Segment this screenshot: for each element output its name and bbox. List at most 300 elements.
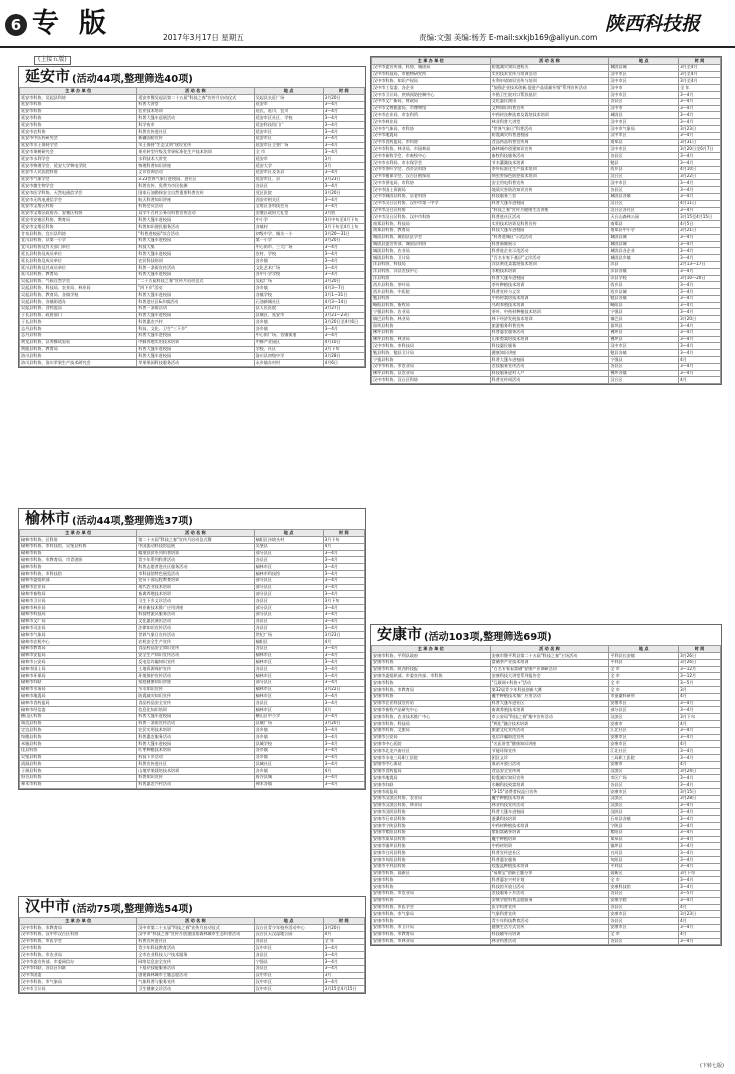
table-cell: 节水知识宣传	[137, 686, 254, 693]
table-cell: 岚皋县	[609, 836, 679, 843]
table-row	[372, 132, 721, 139]
table-cell: 农机安全生产宣传	[137, 639, 254, 646]
table-cell: 汉中市区	[609, 71, 679, 78]
table-cell: 4月	[323, 543, 364, 550]
table-cell: 安康市科协	[372, 659, 491, 666]
table-cell: 3—4月	[679, 153, 721, 160]
table-cell: 3—4月	[679, 775, 721, 782]
table-cell: 3月26日	[679, 653, 721, 660]
editor-credits: 责编:文强 美编:杨芳 E-mail:sxkjb169@aliyun.com	[419, 33, 598, 42]
table-cell: 4月6日	[323, 360, 364, 367]
table-cell: 3—4月	[323, 740, 364, 747]
table-cell: 气象科普与服务宣传	[137, 979, 254, 986]
table-cell: 城固县城	[609, 241, 679, 248]
table-cell: 初级中学、城关一小	[254, 230, 323, 237]
table-cell: 榆林市区	[254, 686, 323, 693]
table-row	[372, 727, 721, 734]
table-cell: 各乡镇	[254, 258, 323, 265]
table-cell: 佛坪县	[609, 329, 679, 336]
table-cell: 3—4月	[679, 234, 721, 241]
table-row	[372, 897, 721, 904]
table-cell: 佛坪县	[609, 336, 679, 343]
table-cell: 畜牧科技服务活动	[490, 153, 609, 160]
table-cell: 3月20日	[323, 925, 364, 932]
table-cell: 3月下旬	[679, 714, 721, 721]
table-row	[20, 298, 365, 305]
table-cell: 汉中市汉台区科协	[372, 207, 491, 214]
table-cell: 气象科普宣传	[490, 911, 609, 918]
table-cell: 西乡县	[609, 166, 679, 173]
table-cell: 科普大篷车进校园	[137, 353, 254, 360]
table-cell: 中药材栽培技术培训	[490, 295, 609, 302]
table-row	[20, 237, 365, 244]
table-cell: 府谷县城	[254, 774, 323, 781]
table-cell: 国家石油勘探安全自然重要科普宣传	[137, 190, 254, 197]
table-row	[372, 268, 721, 275]
table-cell: 科普大篷车进校园	[137, 312, 254, 319]
table-row	[372, 275, 721, 282]
table-cell: 南郑县科协、教育局	[372, 227, 491, 234]
table-cell: 3—4月	[323, 761, 364, 768]
table-cell: 3—4月	[679, 856, 721, 863]
table-cell: 各县区	[254, 598, 323, 605]
table-cell: 延安市科协	[20, 108, 137, 115]
table-row	[372, 336, 721, 343]
table-cell: 延安市科协	[20, 115, 137, 122]
table-row	[372, 734, 721, 741]
table-cell: 3月23日	[679, 125, 721, 132]
table-cell: 延安市宝塔区科协	[20, 203, 137, 210]
table-cell: 科普惠农兴村	[137, 319, 254, 326]
table-row	[20, 571, 365, 578]
table-cell: 3—4月	[679, 727, 721, 734]
table-cell: 3—4月	[323, 754, 364, 761]
table-cell: 食品药品科普宣传周	[490, 139, 609, 146]
table-cell: 3月23日	[679, 911, 721, 918]
table-cell: 汉中市区	[609, 91, 679, 98]
table-cell: 榆林市水务局	[20, 686, 137, 693]
table-cell: 3—4月	[679, 282, 721, 289]
table-cell: 3—4月	[679, 843, 721, 850]
table-row	[20, 332, 365, 339]
table-row	[20, 339, 365, 346]
table-cell: 3—4月	[679, 180, 721, 187]
table-row	[372, 795, 721, 802]
table-cell: 安康市	[609, 761, 679, 768]
table-cell: 各乡镇	[254, 319, 323, 326]
table-cell: 3—4月	[679, 707, 721, 714]
table-cell: 各县区	[609, 938, 679, 945]
table-cell: 汉中市科协、汉台区科协	[372, 377, 491, 384]
table-row	[372, 329, 721, 336]
table-cell: 农村、学校	[254, 251, 323, 258]
table-cell: 3月28日	[323, 353, 364, 360]
table-cell: 科普大篷车进校园	[137, 332, 254, 339]
table-cell: 延安市果树研究会	[20, 149, 137, 156]
table-cell: 3—4月	[323, 591, 364, 598]
table-cell: 各县区	[609, 890, 679, 897]
table-row	[20, 108, 365, 115]
table-cell: 黄陵县科协、教育局	[20, 346, 137, 353]
table-cell: 佛坪县科协	[372, 329, 491, 336]
table-cell: 部分县区	[254, 591, 323, 598]
table-cell: 3—4月	[323, 605, 364, 612]
table-row	[372, 241, 721, 248]
table-cell: 各县区	[254, 700, 323, 707]
table-cell: 科普大篷车进校园	[137, 251, 254, 258]
table-cell: 医学科普宣传	[490, 904, 609, 911]
table-cell: 安康市科协、市教育局	[372, 687, 491, 694]
table-cell: 科普大篷车进校园	[137, 217, 254, 224]
table-cell: 3月23日	[323, 176, 364, 183]
table-cell: 红枣种植技术培训	[137, 747, 254, 754]
table-cell: 3—4月	[323, 693, 364, 700]
table-cell: 全 市	[609, 877, 679, 884]
table-cell: 汉中市卫计局、疾病预防控制中心	[372, 91, 491, 98]
table-cell: 3—4月	[323, 169, 364, 176]
table-cell: 安康市畜牧产品研究中心	[372, 707, 491, 714]
table-cell: 3月至4月	[679, 78, 721, 85]
table-row	[20, 564, 365, 571]
table-cell: 土地资源保护宣传	[137, 666, 254, 673]
table-cell: 学校、社区	[254, 346, 323, 353]
table-cell: 4月	[679, 357, 721, 364]
table-cell: 实用技术宣传与培训活动	[490, 71, 609, 78]
table-cell: 安康市区	[609, 741, 679, 748]
table-cell: 宁陕县	[609, 822, 679, 829]
table-cell: 各乡镇	[254, 727, 323, 734]
table-row	[372, 91, 721, 98]
table-cell: 文化艺术广场	[254, 264, 323, 271]
table-cell: 科技下乡活动	[137, 754, 254, 761]
table-cell: 科技大篷车进校园	[490, 227, 609, 234]
table-cell: "四下乡"活动	[137, 285, 254, 292]
table-cell: 科普画廊展示	[490, 241, 609, 248]
table-cell: 第32届青少年科技创新大赛	[490, 687, 609, 694]
table-cell: 延安市气象学会	[20, 176, 137, 183]
table-row	[20, 931, 365, 938]
table-cell: 汉中市区	[254, 979, 323, 986]
table-cell: 4月	[323, 639, 364, 646]
table-cell: 世界气象日宣传活动	[137, 632, 254, 639]
table-cell: 3—4月	[323, 727, 364, 734]
table-cell: 延安市区	[254, 135, 323, 142]
table-cell: 科技大集	[137, 244, 254, 251]
table-header-row	[372, 58, 721, 65]
table-row	[20, 224, 365, 231]
table-cell: 吴起县长征广场	[254, 95, 323, 102]
table-row	[372, 809, 721, 816]
table-cell: 防震减灾知识宣传	[490, 775, 609, 782]
table-cell: "名医讲堂"健康知识讲座	[490, 741, 609, 748]
table-row	[20, 639, 365, 646]
table-cell: 汉中市区	[254, 972, 323, 979]
table-cell: 米脂县科协	[20, 740, 137, 747]
table-cell: 榆林市卫计局	[20, 598, 137, 605]
continued-to-note: (下转七版)	[700, 1063, 724, 1069]
table-cell: 天台山森林公园	[609, 214, 679, 221]
table-row	[20, 543, 365, 550]
table-row	[372, 918, 721, 925]
table-cell: 吴起县科协、各镇街道办	[20, 298, 137, 305]
table-cell: 电信诈骗防范宣传	[490, 734, 609, 741]
header-rule	[0, 46, 735, 48]
table-row	[372, 207, 721, 214]
table-cell: 榆林市司法局	[20, 625, 137, 632]
table-cell: 科普宣传进社区	[490, 850, 609, 857]
table-cell: 科普知识便民服务活动	[137, 224, 254, 231]
table-cell: 清涧县科协	[20, 761, 137, 768]
table-cell: 汉中市地震局	[372, 132, 491, 139]
table-cell: 3—4月	[323, 965, 364, 972]
table-row	[372, 680, 721, 687]
table-cell: 科普宣传、免费为市民检测	[137, 183, 254, 190]
column-header: 时 间	[323, 918, 364, 925]
table-row	[372, 911, 721, 918]
table-cell: 各县区	[609, 782, 679, 789]
column-header: 主 承 办 单 位	[20, 918, 137, 925]
table-row	[20, 774, 365, 781]
table-cell: 延安科技馆门广	[254, 122, 323, 129]
table-row	[20, 326, 365, 333]
table-cell: 科普大篷车巡展活动	[137, 115, 254, 122]
table-cell: 安康市区	[609, 734, 679, 741]
table-row	[372, 938, 721, 945]
table-cell: 3—4月	[679, 734, 721, 741]
table-cell: 3—4月	[323, 781, 364, 788]
table-cell: 安康市科协、市气象局	[372, 911, 491, 918]
table-cell: 3—5月	[679, 680, 721, 687]
table-cell: 党员干部远程教育培训	[137, 577, 254, 584]
table-cell: 4月	[679, 761, 721, 768]
table-row	[372, 71, 721, 78]
table-cell: 汉中市汉台区科协、汉中市第一中学	[372, 200, 491, 207]
table-row	[20, 584, 365, 591]
table-cell: 榆林市科协、市教育局、市青创协	[20, 557, 137, 564]
table-cell: 3—4月	[323, 332, 364, 339]
table-cell: 延安市区社区、学校	[254, 115, 323, 122]
table-cell: 汉台区	[609, 377, 679, 384]
table-cell: 宁强县	[609, 357, 679, 364]
table-row	[372, 289, 721, 296]
table-cell: "科普进城区"示范活动	[490, 234, 609, 241]
table-cell: 水土保持"生态文明"建设宣传	[137, 142, 254, 149]
table-row	[20, 666, 365, 673]
hanzhong-table	[19, 917, 365, 993]
table-row	[20, 761, 365, 768]
table-cell: 延安市无线电通信学会	[20, 197, 137, 204]
table-cell: 科普惠农服务	[490, 856, 609, 863]
table-cell: 神木市科协	[20, 781, 137, 788]
table-cell: 神木各镇	[254, 781, 323, 788]
table-cell: 家庭健康知识讲座	[137, 679, 254, 686]
table-cell: 汉中市区	[609, 78, 679, 85]
table-row	[20, 251, 365, 258]
table-cell: 3—4月	[679, 193, 721, 200]
table-cell: 汉中市区	[609, 132, 679, 139]
table-cell: 科普志愿者进社区服务活动	[137, 564, 254, 571]
table-cell: 榆林市妇联	[20, 679, 137, 686]
table-cell: 略阳县	[609, 302, 679, 309]
table-cell: 3月至4月	[679, 71, 721, 78]
table-cell: 安康市农业科技宣传站	[372, 700, 491, 707]
table-cell: 青少年科技教育活动	[490, 918, 609, 925]
table-cell: 科普进社区&乡镇活动	[137, 298, 254, 305]
table-cell: 3—4月	[323, 149, 364, 156]
table-cell: 3月23日	[323, 632, 364, 639]
table-cell: 4月11日	[679, 200, 721, 207]
table-cell: 汉中市卫计局	[20, 986, 137, 993]
table-cell: 安康市北龙兴南社区	[372, 748, 491, 755]
table-cell: 南郑县	[609, 221, 679, 228]
table-row	[20, 577, 365, 584]
table-row	[20, 258, 365, 265]
yanan-table	[19, 87, 365, 367]
ankang-table	[371, 645, 721, 945]
table-row	[20, 659, 365, 666]
table-cell: 科普宣传周活动	[490, 377, 609, 384]
table-cell: "易维宝"创新主题分享	[490, 870, 609, 877]
table-cell: 汉台区各社区	[609, 207, 679, 214]
table-cell: 安康市科协、平利县政府	[372, 653, 491, 660]
table-cell: 3—4月	[323, 679, 364, 686]
table-cell: 榆林市科协、市科技馆、吴堡县科协	[20, 543, 137, 550]
table-cell: 榆林市区	[254, 564, 323, 571]
table-row	[20, 727, 365, 734]
table-cell: 南郑县	[609, 139, 679, 146]
table-cell: 科普惠农服务活动	[137, 734, 254, 741]
table-cell: 科普进社区活动	[490, 214, 609, 221]
table-row	[372, 193, 721, 200]
table-cell: "科普进校园"综合活动	[137, 230, 254, 237]
table-cell: 3—4月	[679, 323, 721, 330]
table-cell: 汉中市科协、市农业局	[20, 952, 137, 959]
table-row	[372, 721, 721, 728]
table-row	[20, 156, 365, 163]
table-cell: 平利县	[609, 659, 679, 666]
table-row	[20, 625, 365, 632]
table-cell: 安康市科协、陕西科技报	[372, 666, 491, 673]
table-cell: 汉中市茶叶学会、西乡县科协	[372, 166, 491, 173]
table-row	[372, 836, 721, 843]
table-cell: 部分县区	[254, 577, 323, 584]
table-row	[20, 979, 365, 986]
table-row	[372, 227, 721, 234]
table-cell: 3—4月	[323, 557, 364, 564]
table-cell: 3—4月	[679, 863, 721, 870]
table-cell: 3—12月	[679, 673, 721, 680]
table-cell: 现代农业技术培训	[137, 584, 254, 591]
table-cell: 甘泉县科协、宜川县科协	[20, 230, 137, 237]
table-cell: 安全用电科普宣传	[490, 180, 609, 187]
table-cell: 3月24日	[679, 768, 721, 775]
column-header: 时 间	[679, 58, 721, 65]
table-cell: 安康市区	[609, 700, 679, 707]
table-cell: 3月下旬至4月上旬	[323, 224, 364, 231]
table-cell: 3—4月	[323, 101, 364, 108]
table-row	[372, 119, 721, 126]
table-cell: 紫阳县	[609, 829, 679, 836]
table-cell: 中国流动科技馆巡展	[137, 543, 254, 550]
table-cell: 3—4月	[679, 132, 721, 139]
table-cell: 富硒茶产业技术培训	[490, 659, 609, 666]
table-cell: 汉中市委宣传部、科协、城固局	[372, 64, 491, 71]
table-cell: 延安市宝塔区科协	[20, 224, 137, 231]
table-row	[20, 686, 365, 693]
table-cell: 3—4月	[679, 816, 721, 823]
table-cell: 城固县各企业	[609, 248, 679, 255]
table-cell: 农业技术培训	[137, 108, 254, 115]
table-cell: 吴起县科协、教育局、各镇学校	[20, 292, 137, 299]
hanzhong-continued-block	[370, 56, 722, 385]
table-cell: 城固县乡镇	[609, 255, 679, 262]
table-cell: 汉中市	[609, 105, 679, 112]
table-cell: 3—4月	[679, 897, 721, 904]
table-cell: 榆林市文广局	[20, 618, 137, 625]
yulin-table	[19, 529, 365, 788]
table-cell: 安康科技大讲堂系列报告会	[490, 673, 609, 680]
table-cell: 科普大讲堂	[137, 101, 254, 108]
table-cell: 第一小学	[254, 237, 323, 244]
table-row	[372, 700, 721, 707]
table-cell: 吴起广场	[254, 278, 323, 285]
table-cell: 安康市	[609, 721, 679, 728]
table-cell: 汉中市科技局、市植物研究所	[372, 71, 491, 78]
table-cell: 4月	[679, 693, 721, 700]
table-cell: 4月	[323, 768, 364, 775]
table-cell: 水稻技术培训	[490, 268, 609, 275]
hanzhong-continued-table	[371, 57, 721, 384]
table-cell: 科普大篷车进校园	[137, 237, 254, 244]
table-cell: 汉中市第二十五届"科技之春"宣传月启动仪式	[137, 925, 254, 932]
table-cell: 安康市中心医院	[372, 741, 491, 748]
table-cell: 科普大篷车进校园	[137, 292, 254, 299]
table-row	[20, 740, 365, 747]
table-cell: 榆林市食药监局	[20, 700, 137, 707]
table-cell: 3—4月	[679, 119, 721, 126]
table-cell: 榆林市经信委	[20, 706, 137, 713]
table-cell: 各县区	[254, 952, 323, 959]
table-row	[372, 924, 721, 931]
table-cell: "互联网+科协+"活动	[490, 680, 609, 687]
table-cell: "两化"融合技术培训	[490, 721, 609, 728]
table-cell: 城固县城	[609, 64, 679, 71]
table-cell: 榆林市公安局	[20, 659, 137, 666]
table-cell: 多措卫生院对口帮扶基层	[490, 91, 609, 98]
hanzhong-continued-box	[370, 56, 722, 385]
table-cell: 科普大篷车进校园	[137, 740, 254, 747]
table-cell: 延安市安塞区科协、教育局	[20, 217, 137, 224]
table-cell: 汉中市科协、知识产权局	[372, 78, 491, 85]
table-header-row	[372, 646, 721, 653]
table-cell: 3月15日	[679, 788, 721, 795]
table-cell: 3月26日	[679, 659, 721, 666]
column-header: 时 间	[679, 646, 721, 653]
table-cell: 3—4月	[679, 343, 721, 350]
table-row	[372, 146, 721, 153]
table-row	[372, 153, 721, 160]
table-cell: 汉中市团委	[20, 972, 137, 979]
table-cell: 航天科普知识讲座	[137, 197, 254, 204]
table-cell: 汉中市科协、市医学会	[20, 938, 137, 945]
table-cell: 茶叶、中药材种植技术培训	[490, 309, 609, 316]
table-cell: 农民科技培训	[137, 258, 254, 265]
table-cell: 文物知识科普宣传	[490, 105, 609, 112]
table-cell: 安康市区	[609, 788, 679, 795]
table-cell: 西乡县科协、中医院	[372, 289, 491, 296]
table-cell: 全 市	[609, 687, 679, 694]
table-cell: 汉台区青少年校外活动中心	[254, 925, 323, 932]
